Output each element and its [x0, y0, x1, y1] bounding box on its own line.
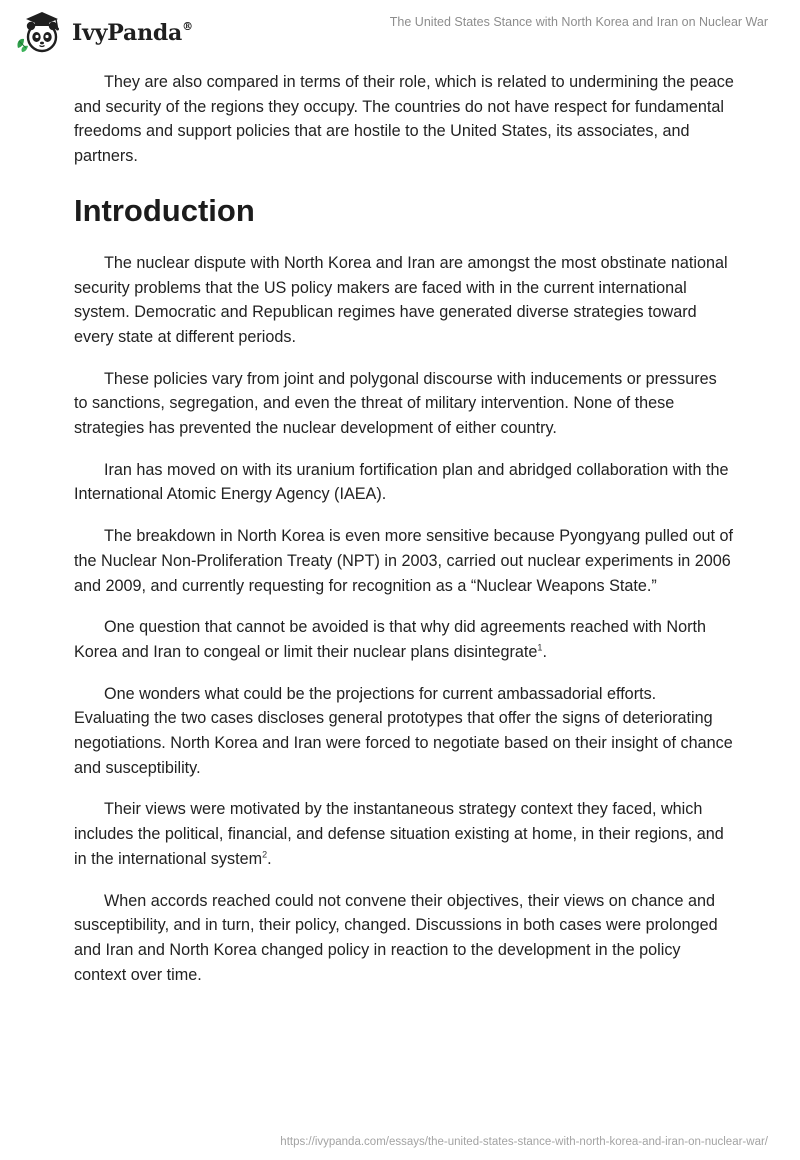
footnote-ref-2[interactable]: 2 — [262, 849, 268, 860]
paragraph-4: The breakdown in North Korea is even more sensitive because Pyongyang pulled out of the Nuclear Non-Proliferation Treaty (NPT) in 2003, carried out nuclear experiments in 2006 and 2009, and currently requesting for recognition as a “Nuclear Weapons State.” — [74, 527, 733, 595]
article-body — [74, 70, 734, 1004]
footnote-ref-1[interactable]: 1 — [537, 642, 543, 653]
paragraph-8: When accords reached could not convene their objectives, their views on chance and susceptibility, and in turn, their policy, changed. Discussions in both cases were prolonged and Iran and North Korea changed policy in reaction to the development in the policy context over time. — [74, 891, 718, 984]
paragraph-2: These policies vary from joint and polygonal discourse with inducements or pressures to sanctions, segregation, and even the threat of military intervention. None of these strategies has prevented the nuclear development of either country. — [74, 369, 717, 438]
paragraph-3: Iran has moved on with its uranium fortification plan and abridged collaboration with the International Atomic Energy Agency (IAEA). — [74, 460, 729, 504]
paragraph-7-text: Their views were motivated by the instantaneous strategy context they faced, which includes the political, financial, and defense situation existing at home, in their regions, and in the international system — [74, 800, 724, 868]
paragraph-6: One wonders what could be the projections for current ambassadorial efforts. Evaluating the two cases discloses general prototypes that offer the signs of deteriorating negotiations. North Korea and Iran were forced to negotiate based on their insight of chance and susceptibility. — [74, 684, 733, 777]
page-header — [0, 0, 800, 64]
ivypanda-logo[interactable] — [14, 8, 193, 56]
panda-graduate-icon — [14, 8, 66, 56]
paragraph-5 — [74, 615, 734, 664]
paragraph-5-end: . — [542, 642, 547, 661]
paragraph-1: The nuclear dispute with North Korea and Iran are amongst the most obstinate national security problems that the US policy makers are faced with in the current international system. Democratic and Republican regimes have generated diverse strategies toward every state at different periods. — [74, 253, 728, 346]
section-heading: Introduction — [74, 192, 255, 228]
source-url[interactable]: https://ivypanda.com/essays/the-united-states-stance-with-north-korea-and-iran-on-nuclear-war/ — [280, 1136, 768, 1148]
paragraph-intro: They are also compared in terms of their role, which is related to undermining the peace and security of the regions they occupy. The countries do not have respect for fundamental freedoms and support policies that are hostile to the United States, its associates, and partners. — [74, 73, 734, 166]
paragraph-7-end: . — [267, 849, 272, 868]
brand-name — [72, 20, 193, 46]
paragraph-5-text: One question that cannot be avoided is that why did agreements reached with North Korea and Iran to congeal or limit their nuclear plans disintegrate — [74, 618, 707, 661]
brand-name-text: IvyPanda — [72, 20, 183, 46]
registered-mark: ® — [182, 19, 193, 33]
document-title: The United States Stance with North Korea and Iran on Nuclear War — [389, 15, 768, 29]
paragraph-7 — [74, 797, 734, 871]
